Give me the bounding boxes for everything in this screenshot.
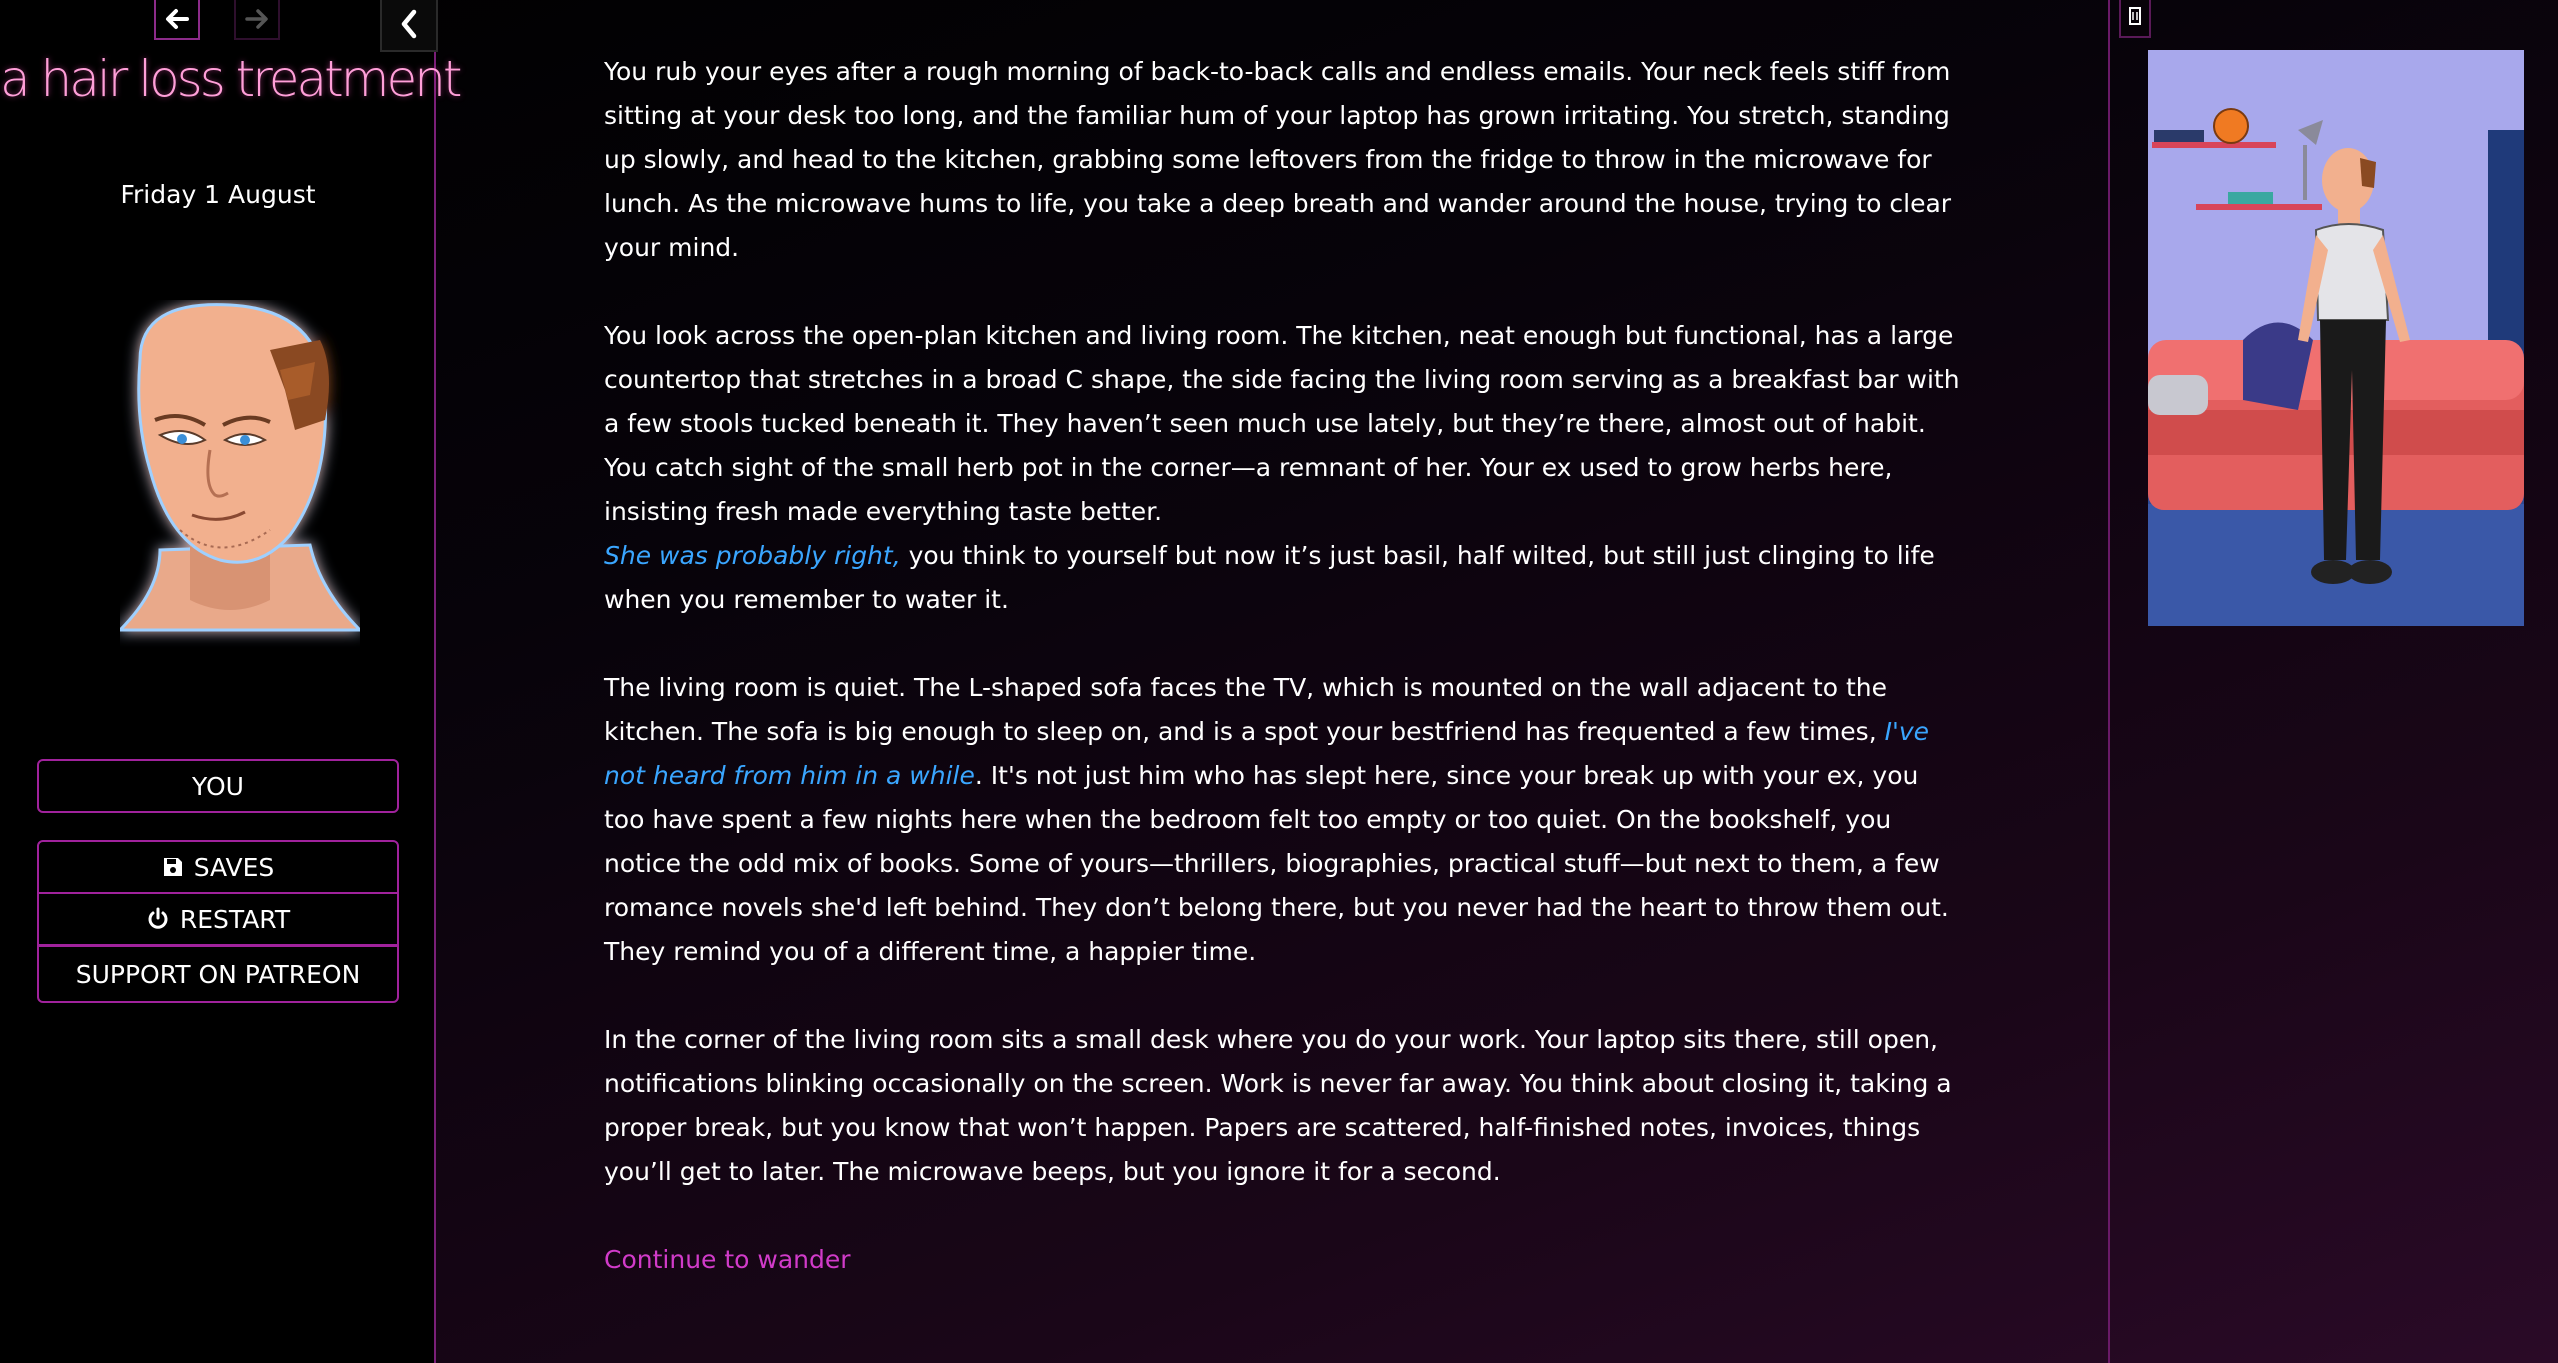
right-panel-toggle-button[interactable]: [2119, 0, 2151, 38]
restart-label: RESTART: [179, 904, 291, 934]
panel-toggle-icon: [2121, 0, 2149, 34]
sidebar: [0, 0, 460, 1363]
you-label: YOU: [192, 771, 244, 801]
passage-paragraph: In the corner of the living room sits a small desk where you do your work. Your laptop sits there, still open, notifications blinking occasionally on the screen. Work is never far away. You think about closing it, taking a proper break, but you know that won’t happen. Papers are scattered, half-finished notes, invoices, things you’ll get to later. The microwave beeps, but you ignore it for a second.: [604, 1025, 1952, 1186]
inner-thought: I've not heard from him in a while: [604, 717, 1930, 790]
you-button[interactable]: [37, 759, 399, 813]
right-panel: [2108, 0, 2558, 1363]
saves-button[interactable]: [37, 840, 399, 894]
power-icon: [146, 907, 170, 931]
story-date: Friday 1 August: [120, 180, 316, 209]
chevron-left-icon: [382, 0, 436, 48]
inner-thought: She was probably right,: [604, 541, 901, 570]
support-patreon-button[interactable]: [37, 945, 399, 1003]
history-back-button[interactable]: [154, 0, 200, 40]
living-room-scene: [2148, 50, 2524, 626]
saves-label: SAVES: [193, 852, 275, 882]
story-title: a hair loss treatment: [0, 50, 460, 108]
restart-button[interactable]: [37, 892, 399, 946]
passage-links: [604, 1238, 1964, 1282]
passage-paragraph: You rub your eyes after a rough morning of back-to-back calls and endless emails. Your neck feels stiff from sitting at your desk too long, and the familiar hum of your laptop has grown irritating. You stretch, standing up slowly, and head to the kitchen, grabbing some leftovers from the fridge to throw in the microwave for lunch. As the microwave hums to life, you take a deep breath and wander around the house, trying to clear your mind.: [604, 57, 1952, 262]
passage: [604, 50, 1964, 1326]
passage-text: You look across the open-plan kitchen and living room. The kitchen, neat enough but functional, has a large countertop that stretches in a broad C shape, the side facing the living room serving as a breakfast bar with a few stools tucked beneath it. They haven’t seen much use lately, but they’re there, almost out of habit. You catch sight of the small herb pot in the corner—a remnant of her. Your ex used to grow herbs here, insisting fresh made everything taste better.: [604, 321, 1960, 526]
history-forward-button[interactable]: [234, 0, 280, 40]
patreon-label: SUPPORT ON PATREON: [75, 959, 361, 989]
player-portrait: [120, 300, 360, 660]
passage-paragraph: [604, 666, 1964, 974]
floppy-disk-icon: [162, 856, 184, 878]
passage-text: The living room is quiet. The L-shaped sofa faces the TV, which is mounted on the wall adjacent to the kitchen. The sofa is big enough to sleep on, and is a spot your bestfriend has frequented a few times,: [604, 673, 1888, 746]
passage-paragraph: [604, 314, 1964, 622]
passage-text: . It's not just him who has slept here, since your break up with your ex, you too have spent a few nights here when the bedroom felt too empty or too quiet. On the bookshelf, you notice the odd mix of books. Some of yours—thrillers, biographies, practical stuff—but next to them, a few romance novels she'd left behind. They don’t belong there, but you never had the heart to throw them out. They remind you of a different time, a happier time.: [604, 761, 1949, 966]
arrow-left-icon: [156, 0, 198, 38]
sidebar-toggle-button[interactable]: [380, 0, 438, 52]
arrow-right-icon: [236, 0, 278, 38]
passage-text: you think to yourself but now it’s just basil, half wilted, but still just clinging to life when you remember to water it.: [604, 541, 1935, 614]
continue-link[interactable]: Continue to wander: [604, 1245, 851, 1274]
